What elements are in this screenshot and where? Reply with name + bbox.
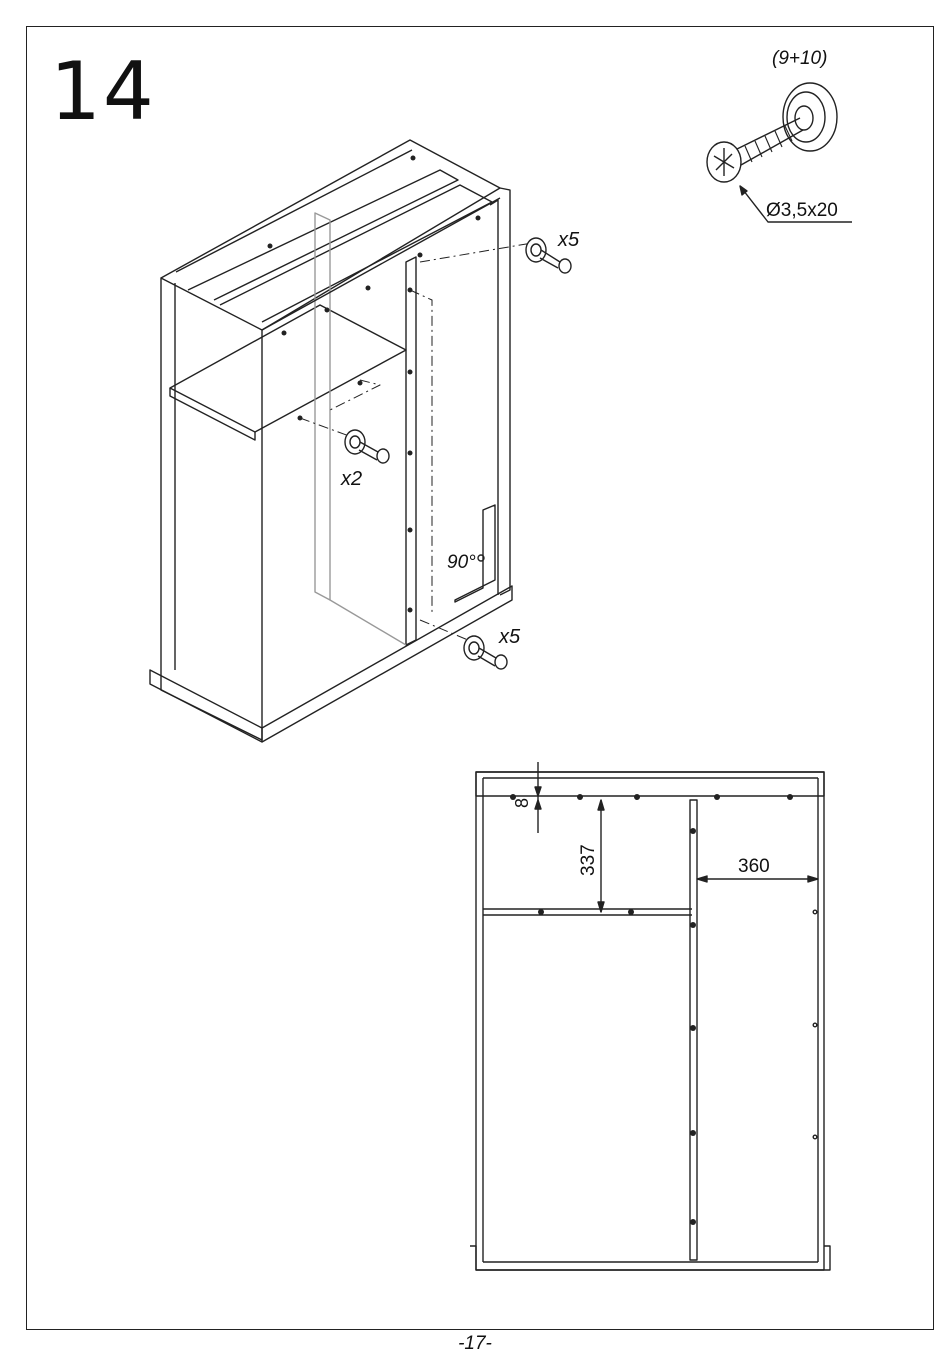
screw-middle-icon bbox=[345, 430, 389, 463]
page-number: -17- bbox=[458, 1333, 492, 1354]
dimension-width-label: 360 bbox=[738, 856, 770, 877]
wardrobe-front-elevation bbox=[470, 762, 830, 1270]
step-number: 14 bbox=[50, 45, 156, 138]
quantity-top-label: x5 bbox=[558, 229, 580, 251]
wardrobe-isometric-view bbox=[150, 140, 571, 742]
dimension-gap-label: 8 bbox=[512, 797, 532, 808]
quantity-middle-label: x2 bbox=[341, 468, 363, 490]
dimension-shelf-height-label: 337 bbox=[578, 844, 599, 876]
screw-spec-label: Ø3,5x20 bbox=[766, 200, 838, 221]
quantity-bottom-label: x5 bbox=[499, 626, 521, 648]
angle-label: 90° bbox=[447, 552, 476, 573]
part-reference-label: (9+10) bbox=[772, 48, 828, 69]
